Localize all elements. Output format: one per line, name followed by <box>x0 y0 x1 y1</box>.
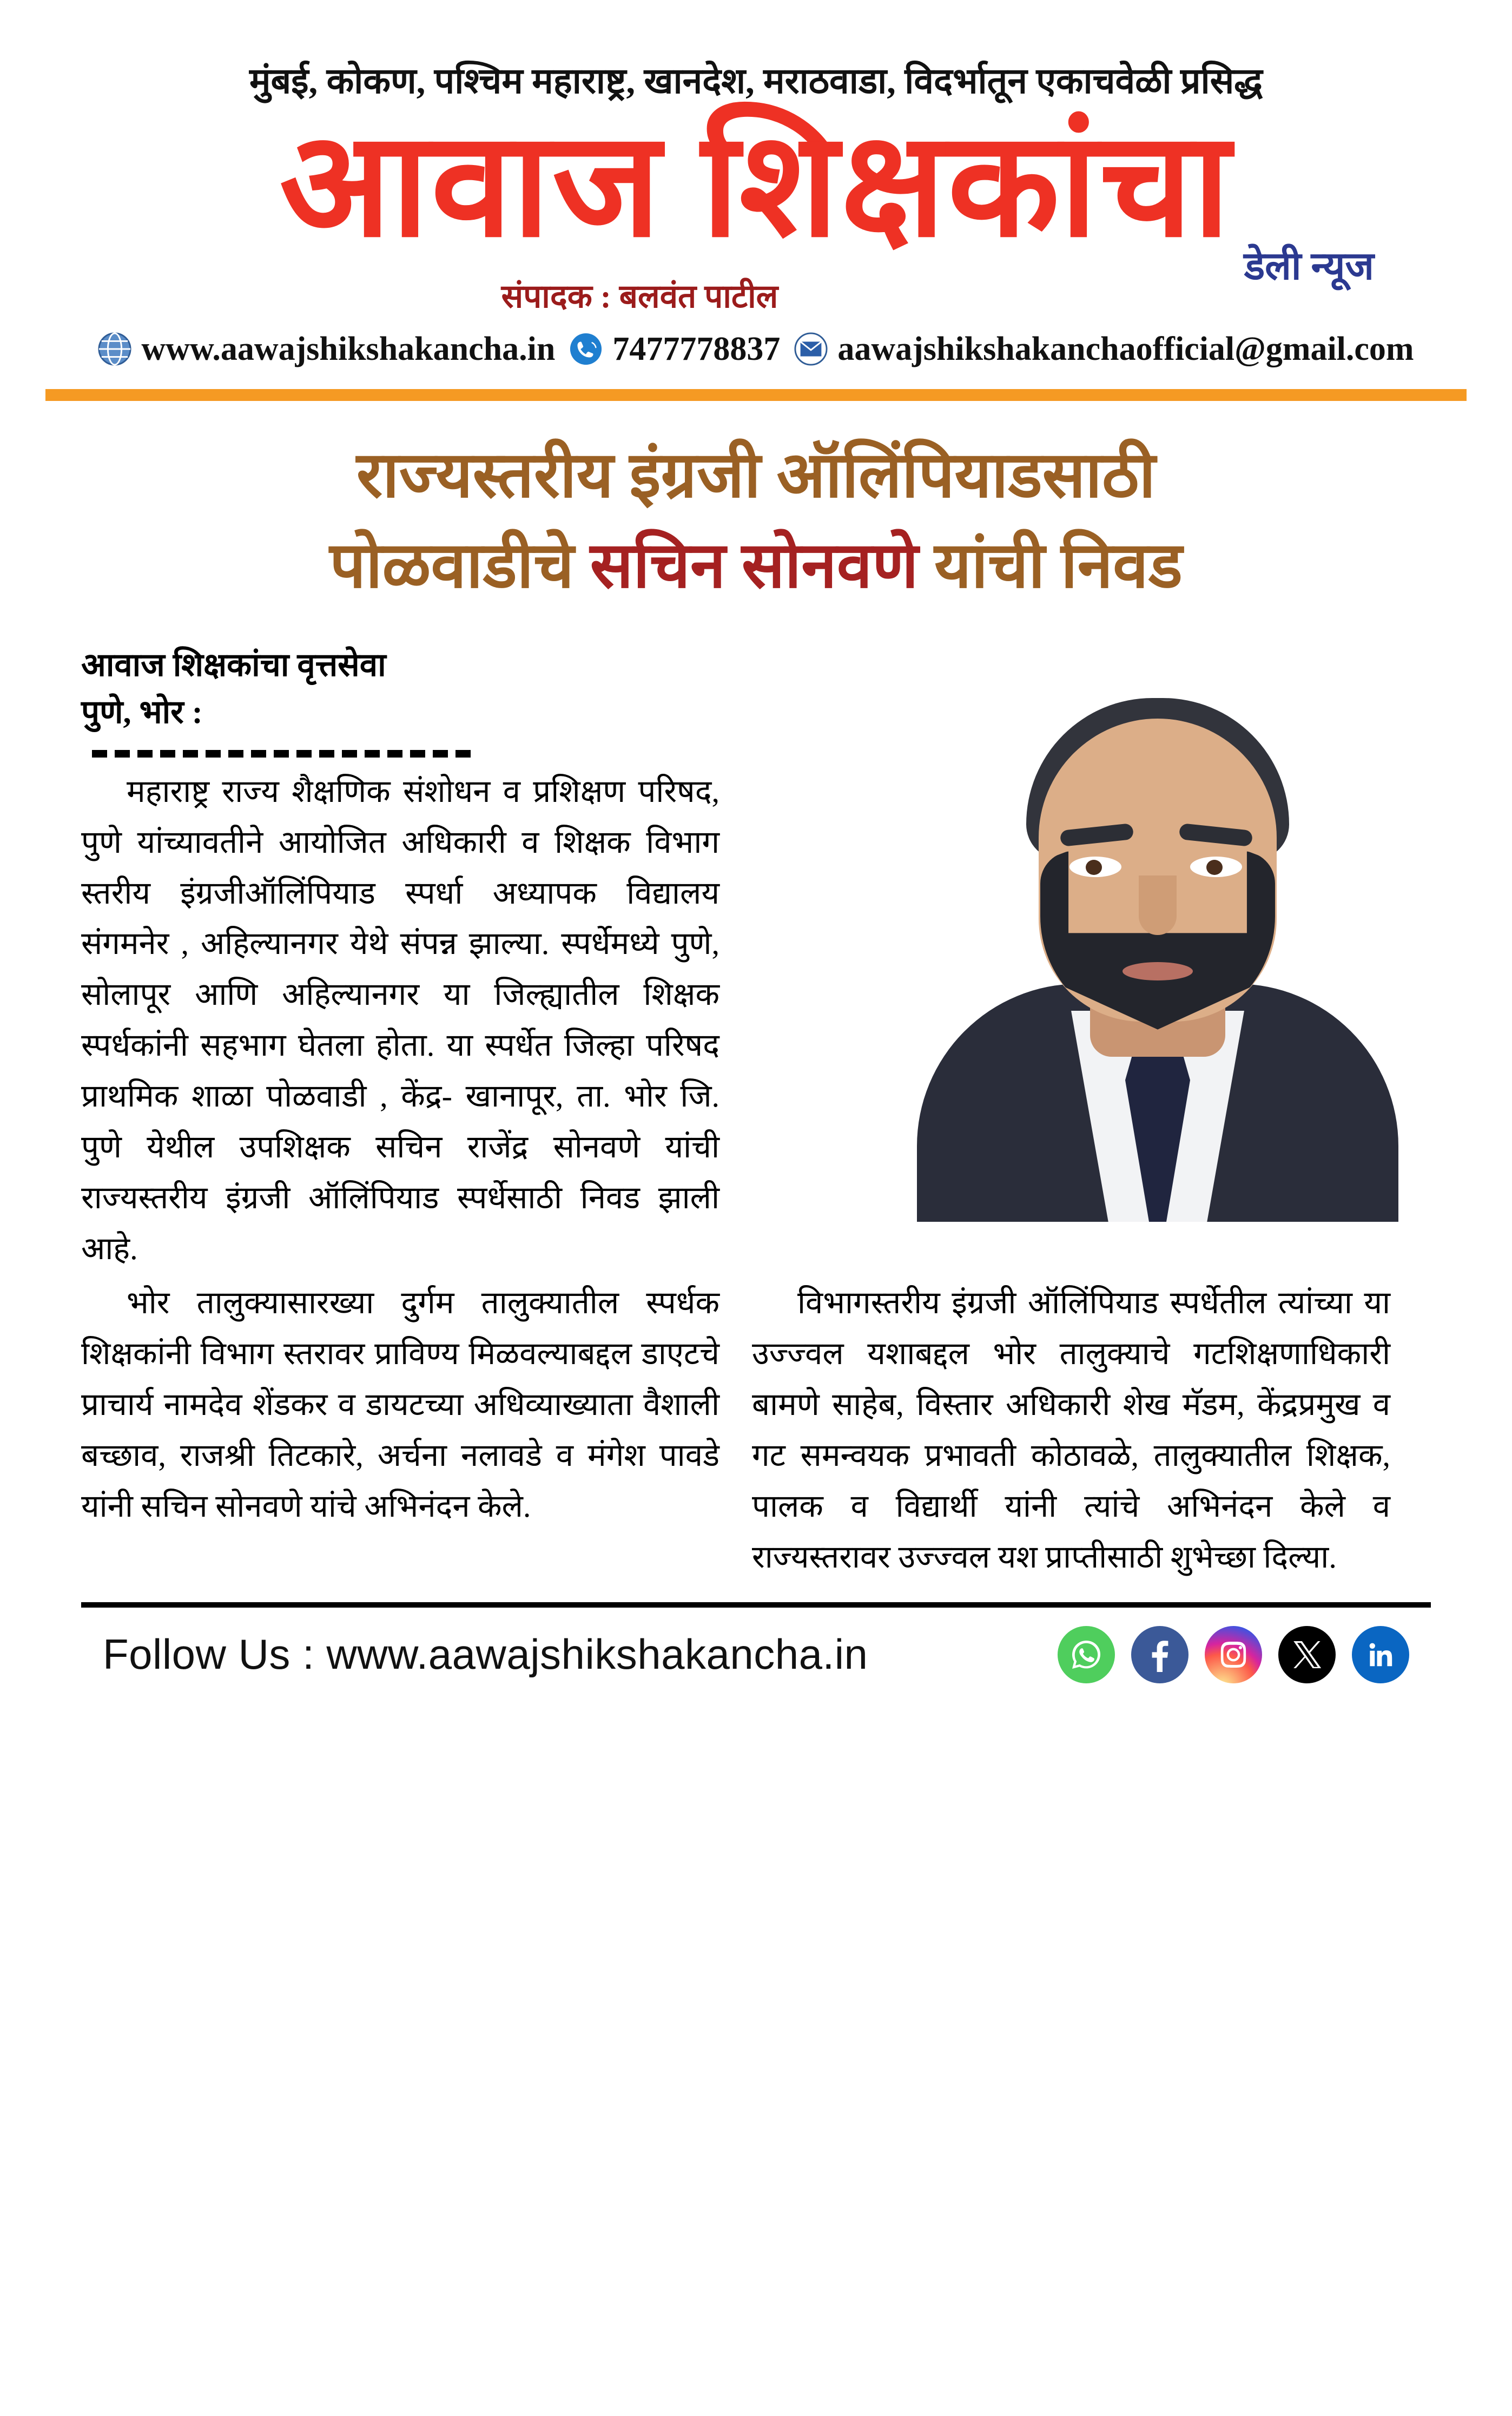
headline-highlight-name: सचिन सोनवणे <box>590 530 919 602</box>
phone-icon <box>569 332 603 366</box>
portrait-nose <box>1139 875 1177 935</box>
byline-dash-separator <box>92 750 471 758</box>
email-text: aawajshikshakanchaofficial@gmail.com <box>837 330 1414 367</box>
article-headline <box>0 430 1512 611</box>
article-paragraph-2: भोर तालुक्यासारख्या दुर्गम तालुक्यातील स्पर्धक शिक्षकांनी विभाग स्तरावर प्राविण्य मिळवल्याबद्दल डाएटचे प्राचार्य नामदेव शेंडकर व डायटच्या अधिव्याख्याता वैशाली बच्छाव, राजश्री तिटकारे, अर्चना नलावडे व मंगेश पावडे यांनी सचिन सोनवणे यांचे अभिनंदन केले. <box>81 1285 719 1524</box>
headline-line-1: राज्यस्तरीय इंग्रजी ऑलिंपियाडसाठी <box>356 439 1156 511</box>
article-body <box>0 642 1512 1583</box>
portrait-illustration <box>884 637 1431 1222</box>
contact-email[interactable] <box>794 330 1414 368</box>
footer-divider <box>81 1602 1431 1608</box>
facebook-icon[interactable] <box>1131 1626 1189 1683</box>
instagram-icon[interactable] <box>1205 1626 1262 1683</box>
daily-news-label: डेली न्यूज <box>1244 244 1374 288</box>
contact-website[interactable] <box>98 330 555 368</box>
follow-us-label: Follow Us : www.aawajshikshakancha.in <box>103 1630 868 1678</box>
headline-part-1: पोळवाडीचे <box>329 530 575 602</box>
article-column-right <box>752 1278 1390 1583</box>
article-lead-block <box>81 642 719 1275</box>
portrait-eye-left <box>1069 857 1121 877</box>
portrait-lip <box>1123 962 1193 980</box>
whatsapp-icon[interactable] <box>1058 1626 1115 1683</box>
website-text: www.aawajshikshakancha.in <box>141 330 556 367</box>
article-column-left <box>81 1278 719 1583</box>
masthead-subrow <box>0 244 1512 320</box>
article-paragraph-3: विभागस्तरीय इंग्रजी ऑलिंपियाड स्पर्धेतील त्यांच्या या उज्ज्वल यशाबद्दल भोर तालुक्याचे गटशिक्षणाधिकारी बामणे साहेब, विस्तार अधिकारी शेख मॅडम, केंद्रप्रमुख व गट समन्वयक प्रभावती कोठावळे, तालुक्यातील शिक्षक, पालक व विद्यार्थी यांनी त्यांचे अभिनंदन केले व राज्यस्तरावर उज्ज्वल यश प्राप्तीसाठी शुभेच्छा दिल्या. <box>752 1285 1390 1575</box>
mail-icon <box>794 332 828 366</box>
byline-place: पुणे, भोर : <box>81 694 203 730</box>
byline-source: आवाज शिक्षकांचा वृत्तसेवा <box>81 647 386 683</box>
social-links <box>1058 1626 1409 1683</box>
masthead-title: आवाज शिक्षकांचा <box>279 105 1233 267</box>
article-columns <box>81 1278 1431 1583</box>
contact-bar <box>0 330 1512 368</box>
footer <box>103 1626 1409 1683</box>
portrait-eye-right <box>1190 857 1242 877</box>
globe-icon <box>98 332 131 366</box>
article-photo <box>884 637 1431 1222</box>
headline-part-2: यांची निवड <box>934 530 1183 602</box>
contact-phone[interactable] <box>569 330 780 368</box>
editor-line: संपादक : बलवंत पाटील <box>501 278 778 314</box>
phone-text: 7477778837 <box>612 330 781 367</box>
masthead-strapline: मुंबई, कोकण, पश्चिम महाराष्ट्र, खानदेश, मराठवाडा, विदर्भातून एकाचवेळी प्रसिद्ध <box>249 62 1263 101</box>
masthead <box>0 0 1512 320</box>
x-icon[interactable] <box>1278 1626 1336 1683</box>
linkedin-icon[interactable] <box>1352 1626 1409 1683</box>
headline-line-2 <box>38 521 1474 611</box>
orange-divider <box>45 389 1467 401</box>
byline <box>81 642 719 736</box>
article-paragraph-1: महाराष्ट्र राज्य शैक्षणिक संशोधन व प्रशिक्षण परिषद, पुणे यांच्यावतीने आयोजित अधिकारी व शिक्षक विभाग स्तरीय इंग्रजीऑलिंपियाड स्पर्धा अध्यापक विद्यालय संगमनेर , अहिल्यानगर येथे संपन्न झाल्या. स्पर्धेमध्ये पुणे, सोलापूर आणि अहिल्यानगर या जिल्ह्यातील शिक्षक स्पर्धकांनी सहभाग घेतला होता. या स्पर्धेत जिल्हा परिषद प्राथमिक शाळा पोळवाडी , केंद्र- खानापूर, ता. भोर जि. पुणे येथील उपशिक्षक सचिन राजेंद्र सोनवणे यांची राज्यस्तरीय इंग्रजी ऑलिंपियाड स्पर्धेसाठी निवड झाली आहे. <box>81 773 719 1267</box>
